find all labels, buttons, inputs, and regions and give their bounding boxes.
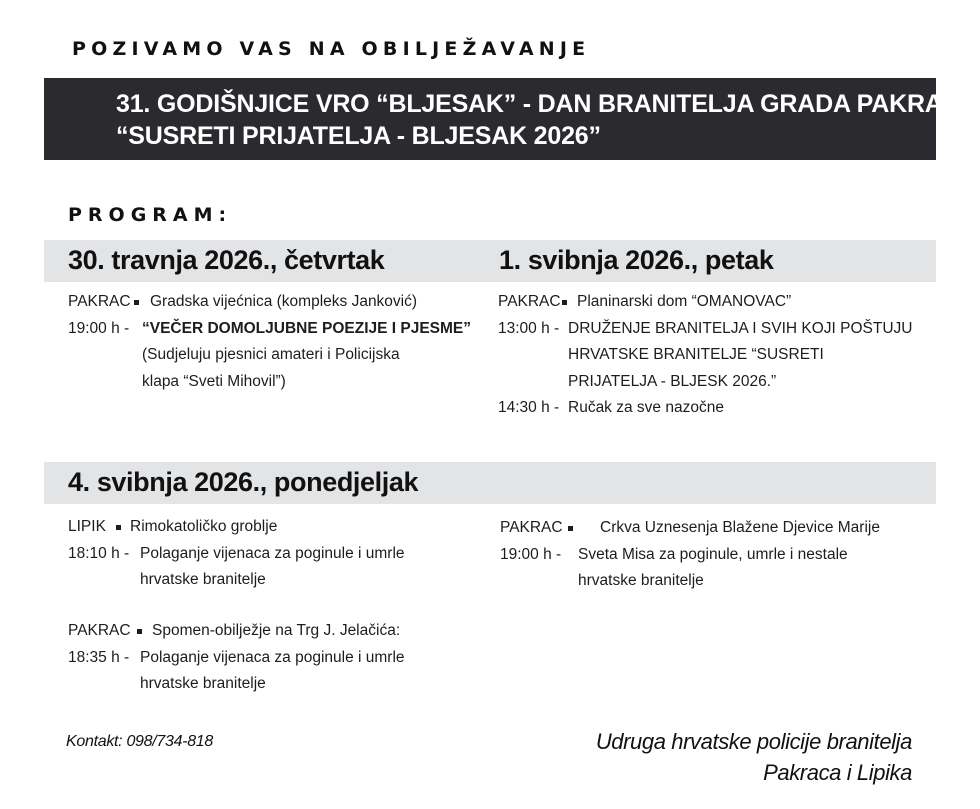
schedule-detail-row <box>68 369 468 396</box>
schedule-detail-row <box>68 342 468 369</box>
location-name: Planinarski dom “OMANOVAC” <box>577 293 792 310</box>
day3-schedule-pakrac-church <box>500 515 920 595</box>
location-name: Crkva Uznesenja Blažene Djevice Marije <box>600 519 880 536</box>
event-details: (Sudjeluju pjesnici amateri i Policijska <box>142 346 400 363</box>
schedule-time-row <box>500 542 920 569</box>
event-description: hrvatske branitelje <box>140 571 266 588</box>
event-details: klapa “Sveti Mihovil”) <box>142 372 286 390</box>
schedule-time-row <box>68 645 468 672</box>
bullet-icon <box>116 525 121 530</box>
event-time: 14:30 h - <box>498 399 560 416</box>
event-description: PRIJATELJA - BLJESK 2026.” <box>568 372 777 390</box>
day3-schedule-lipik <box>68 514 468 594</box>
schedule-location-row <box>498 289 918 316</box>
event-title: “VEČER DOMOLJUBNE POEZIJE I PJESME” <box>142 319 472 337</box>
date-label-day3: 4. svibnja 2026., ponedjeljak <box>68 467 419 497</box>
bullet-icon <box>137 629 142 634</box>
organizer-line-2: Pakraca i Lipika <box>763 760 912 785</box>
event-time: 18:10 h - <box>68 544 130 562</box>
schedule-location-row <box>500 515 920 542</box>
location-name: Spomen-obilježje na Trg J. Jelačića: <box>152 622 401 639</box>
schedule-detail-row <box>68 671 468 698</box>
day1-schedule <box>68 289 472 395</box>
place-name: PAKRAC <box>68 293 131 310</box>
date-label-day1: 30. travnja 2026., četvrtak <box>68 245 385 275</box>
date-bar-day3 <box>44 462 936 504</box>
event-time: 13:00 h - <box>498 319 560 337</box>
schedule-location-row <box>68 618 468 645</box>
event-title-line-2: “SUSRETI PRIJATELJA - BLJESAK 2026” <box>116 122 601 150</box>
place-name: PAKRAC <box>500 519 563 536</box>
schedule-detail-row <box>68 567 468 594</box>
schedule-detail-row <box>498 369 918 396</box>
event-description: Polaganje vijenaca za poginule i umrle <box>140 544 405 562</box>
event-description: Sveta Misa za poginule, umrle i nestale <box>578 545 848 563</box>
place-name: PAKRAC <box>68 622 131 639</box>
place-name: LIPIK <box>68 518 106 535</box>
day2-schedule <box>498 289 918 422</box>
organizer-name <box>596 726 912 788</box>
event-title-banner <box>44 78 979 160</box>
program-heading: PROGRAM: <box>68 204 233 226</box>
contact-phone: Kontakt: 098/734-818 <box>66 733 214 750</box>
schedule-time-row <box>68 541 468 568</box>
schedule-detail-row <box>500 568 920 595</box>
bullet-icon <box>568 526 573 531</box>
place-name: PAKRAC <box>498 293 561 310</box>
schedule-time-row <box>498 395 918 422</box>
schedule-time-row <box>68 316 472 343</box>
event-time: 19:00 h - <box>500 545 562 563</box>
event-time: 18:35 h - <box>68 648 130 666</box>
event-title-line-1: 31. GODIŠNJICE VRO “BLJESAK” - DAN BRANITELJA GRADA PAKRACA <box>116 90 979 118</box>
day3-schedule-pakrac-memorial <box>68 618 468 698</box>
event-time: 19:00 h - <box>68 319 130 337</box>
event-description: Ručak za sve nazočne <box>568 399 724 416</box>
schedule-detail-row <box>498 342 918 369</box>
organizer-line-1: Udruga hrvatske policije branitelja <box>595 729 912 754</box>
schedule-time-row <box>498 316 918 343</box>
schedule-location-row <box>68 289 468 316</box>
event-description: HRVATSKE BRANITELJE “SUSRETI <box>568 346 824 363</box>
event-description: Polaganje vijenaca za poginule i umrle <box>140 648 405 666</box>
date-label-day2: 1. svibnja 2026., petak <box>499 245 774 275</box>
event-description: DRUŽENJE BRANITELJA I SVIH KOJI POŠTUJU <box>568 319 913 337</box>
event-description: hrvatske branitelje <box>140 675 266 692</box>
event-description: hrvatske branitelje <box>578 572 704 589</box>
location-name: Gradska vijećnica (kompleks Janković) <box>150 293 418 310</box>
location-name: Rimokatoličko groblje <box>130 518 278 535</box>
bullet-icon <box>562 300 567 305</box>
bullet-icon <box>134 300 139 305</box>
date-bar-day1-day2 <box>44 240 936 282</box>
schedule-location-row <box>68 514 468 541</box>
invite-heading: POZIVAMO VAS NA OBILJEŽAVANJE <box>72 38 591 60</box>
